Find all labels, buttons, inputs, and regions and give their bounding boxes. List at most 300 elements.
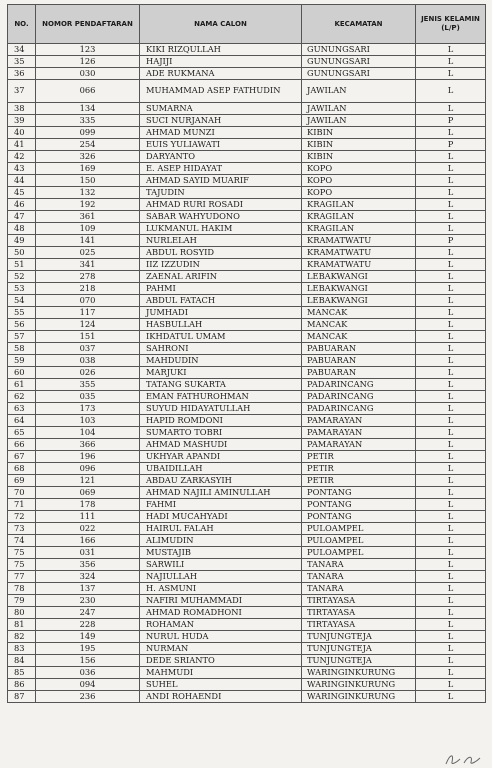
- row-number-cell: 75: [8, 547, 36, 559]
- registration-number-cell: 036: [36, 667, 140, 679]
- table-row: [8, 367, 486, 379]
- gender-cell: L: [416, 475, 486, 487]
- candidate-name-cell: H. ASMUNI: [140, 583, 302, 595]
- row-number-cell: 77: [8, 571, 36, 583]
- table-row: [8, 247, 486, 259]
- gender-cell: L: [416, 331, 486, 343]
- district-cell: MANCAK: [302, 319, 416, 331]
- candidate-name-cell: MARJUKI: [140, 367, 302, 379]
- district-cell: PONTANG: [302, 499, 416, 511]
- table-row: [8, 679, 486, 691]
- row-number-cell: 43: [8, 163, 36, 175]
- gender-cell: L: [416, 667, 486, 679]
- candidate-name-cell: NURMAN: [140, 643, 302, 655]
- table-body: [8, 44, 486, 703]
- district-cell: TUNJUNGTEJA: [302, 655, 416, 667]
- gender-cell: L: [416, 511, 486, 523]
- candidate-name-cell: AHMAD MUNZI: [140, 127, 302, 139]
- table-row: [8, 379, 486, 391]
- registration-number-cell: 141: [36, 235, 140, 247]
- registration-number-cell: 025: [36, 247, 140, 259]
- registration-number-cell: 069: [36, 487, 140, 499]
- registration-number-cell: 109: [36, 223, 140, 235]
- row-number-cell: 50: [8, 247, 36, 259]
- district-cell: KOPO: [302, 175, 416, 187]
- registration-number-cell: 228: [36, 619, 140, 631]
- district-cell: TIRTAYASA: [302, 595, 416, 607]
- candidate-name-cell: SUHEL: [140, 679, 302, 691]
- table-row: [8, 331, 486, 343]
- row-number-cell: 71: [8, 499, 36, 511]
- district-cell: LEBAKWANGI: [302, 295, 416, 307]
- gender-cell: L: [416, 187, 486, 199]
- district-cell: PADARINCANG: [302, 379, 416, 391]
- district-cell: PULOAMPEL: [302, 535, 416, 547]
- district-cell: MANCAK: [302, 331, 416, 343]
- registration-number-cell: 178: [36, 499, 140, 511]
- candidate-name-cell: SARWILI: [140, 559, 302, 571]
- candidate-name-cell: HASBULLAH: [140, 319, 302, 331]
- registration-number-cell: 218: [36, 283, 140, 295]
- candidate-table: [7, 4, 486, 703]
- gender-cell: L: [416, 619, 486, 631]
- candidate-name-cell: EMAN FATHUROHMAN: [140, 391, 302, 403]
- gender-cell: L: [416, 427, 486, 439]
- registration-number-cell: 361: [36, 211, 140, 223]
- candidate-name-cell: ABDUL FATACH: [140, 295, 302, 307]
- registration-number-cell: 195: [36, 643, 140, 655]
- candidate-name-cell: ABDAU ZARKASYIH: [140, 475, 302, 487]
- header-registration-number: NOMOR PENDAFTARAN: [36, 5, 140, 44]
- gender-cell: L: [416, 607, 486, 619]
- table-row: [8, 559, 486, 571]
- header-candidate-name: NAMA CALON: [140, 5, 302, 44]
- district-cell: TANARA: [302, 559, 416, 571]
- row-number-cell: 35: [8, 56, 36, 68]
- gender-cell: L: [416, 355, 486, 367]
- table-row: [8, 631, 486, 643]
- row-number-cell: 54: [8, 295, 36, 307]
- registration-number-cell: 126: [36, 56, 140, 68]
- district-cell: GUNUNGSARI: [302, 44, 416, 56]
- registration-number-cell: 123: [36, 44, 140, 56]
- row-number-cell: 52: [8, 271, 36, 283]
- district-cell: PETIR: [302, 451, 416, 463]
- candidate-name-cell: SAHRONI: [140, 343, 302, 355]
- gender-cell: L: [416, 559, 486, 571]
- candidate-name-cell: SUCI NURJANAH: [140, 115, 302, 127]
- table-row: [8, 139, 486, 151]
- table-row: [8, 355, 486, 367]
- table-header-row: [8, 5, 486, 44]
- registration-number-cell: 117: [36, 307, 140, 319]
- table-row: [8, 56, 486, 68]
- registration-number-cell: 096: [36, 463, 140, 475]
- gender-cell: L: [416, 439, 486, 451]
- gender-cell: L: [416, 631, 486, 643]
- candidate-name-cell: HAIRUL FALAH: [140, 523, 302, 535]
- gender-cell: L: [416, 175, 486, 187]
- row-number-cell: 45: [8, 187, 36, 199]
- district-cell: WARINGINKURUNG: [302, 667, 416, 679]
- registration-number-cell: 022: [36, 523, 140, 535]
- candidate-name-cell: DEDE SRIANTO: [140, 655, 302, 667]
- row-number-cell: 61: [8, 379, 36, 391]
- candidate-name-cell: NAJIULLAH: [140, 571, 302, 583]
- district-cell: JAWILAN: [302, 115, 416, 127]
- table-row: [8, 44, 486, 56]
- row-number-cell: 81: [8, 619, 36, 631]
- row-number-cell: 44: [8, 175, 36, 187]
- district-cell: PABUARAN: [302, 355, 416, 367]
- gender-cell: L: [416, 403, 486, 415]
- table-row: [8, 403, 486, 415]
- row-number-cell: 74: [8, 535, 36, 547]
- row-number-cell: 57: [8, 331, 36, 343]
- table-row: [8, 211, 486, 223]
- candidate-name-cell: NURLELAH: [140, 235, 302, 247]
- table-row: [8, 487, 486, 499]
- gender-cell: L: [416, 535, 486, 547]
- registration-number-cell: 341: [36, 259, 140, 271]
- gender-cell: L: [416, 151, 486, 163]
- table-row: [8, 499, 486, 511]
- row-number-cell: 62: [8, 391, 36, 403]
- table-row: [8, 475, 486, 487]
- row-number-cell: 86: [8, 679, 36, 691]
- table-row: [8, 607, 486, 619]
- district-cell: KRAGILAN: [302, 199, 416, 211]
- gender-cell: L: [416, 343, 486, 355]
- district-cell: PAMARAYAN: [302, 439, 416, 451]
- table-row: [8, 151, 486, 163]
- registration-number-cell: 026: [36, 367, 140, 379]
- registration-number-cell: 196: [36, 451, 140, 463]
- gender-cell: L: [416, 68, 486, 80]
- district-cell: PAMARAYAN: [302, 427, 416, 439]
- registration-number-cell: 150: [36, 175, 140, 187]
- registration-number-cell: 099: [36, 127, 140, 139]
- candidate-name-cell: NAFIRI MUHAMMADI: [140, 595, 302, 607]
- registration-number-cell: 035: [36, 391, 140, 403]
- gender-cell: L: [416, 319, 486, 331]
- registration-number-cell: 324: [36, 571, 140, 583]
- candidate-name-cell: AHMAD SAYID MUARIF: [140, 175, 302, 187]
- candidate-name-cell: UKHYAR APANDI: [140, 451, 302, 463]
- row-number-cell: 64: [8, 415, 36, 427]
- table-row: [8, 283, 486, 295]
- district-cell: PADARINCANG: [302, 403, 416, 415]
- district-cell: JAWILAN: [302, 103, 416, 115]
- candidate-name-cell: E. ASEP HIDAYAT: [140, 163, 302, 175]
- table-row: [8, 343, 486, 355]
- district-cell: KIBIN: [302, 139, 416, 151]
- candidate-name-cell: NURUL HUDA: [140, 631, 302, 643]
- table-row: [8, 583, 486, 595]
- district-cell: KRAMATWATU: [302, 247, 416, 259]
- table-row: [8, 415, 486, 427]
- candidate-name-cell: JUMHADI: [140, 307, 302, 319]
- table-row: [8, 187, 486, 199]
- district-cell: JAWILAN: [302, 80, 416, 103]
- candidate-name-cell: FAHMI: [140, 499, 302, 511]
- gender-cell: L: [416, 691, 486, 703]
- registration-number-cell: 104: [36, 427, 140, 439]
- table-row: [8, 595, 486, 607]
- district-cell: TIRTAYASA: [302, 619, 416, 631]
- row-number-cell: 49: [8, 235, 36, 247]
- registration-number-cell: 121: [36, 475, 140, 487]
- registration-number-cell: 031: [36, 547, 140, 559]
- district-cell: KRAMATWATU: [302, 235, 416, 247]
- candidate-name-cell: LUKMANUL HAKIM: [140, 223, 302, 235]
- registration-number-cell: 070: [36, 295, 140, 307]
- row-number-cell: 66: [8, 439, 36, 451]
- district-cell: MANCAK: [302, 307, 416, 319]
- gender-cell: L: [416, 259, 486, 271]
- row-number-cell: 72: [8, 511, 36, 523]
- district-cell: GUNUNGSARI: [302, 56, 416, 68]
- gender-cell: L: [416, 211, 486, 223]
- candidate-name-cell: AHMAD ROMADHONI: [140, 607, 302, 619]
- gender-cell: L: [416, 247, 486, 259]
- gender-cell: L: [416, 643, 486, 655]
- table-row: [8, 295, 486, 307]
- row-number-cell: 39: [8, 115, 36, 127]
- registration-number-cell: 111: [36, 511, 140, 523]
- candidate-name-cell: ALIMUDIN: [140, 535, 302, 547]
- gender-cell: P: [416, 235, 486, 247]
- header-district: KECAMATAN: [302, 5, 416, 44]
- table-row: [8, 571, 486, 583]
- table-row: [8, 115, 486, 127]
- row-number-cell: 85: [8, 667, 36, 679]
- candidate-name-cell: KIKI RIZQULLAH: [140, 44, 302, 56]
- candidate-name-cell: IKHDATUL UMAM: [140, 331, 302, 343]
- registration-number-cell: 137: [36, 583, 140, 595]
- candidate-name-cell: DARYANTO: [140, 151, 302, 163]
- row-number-cell: 37: [8, 80, 36, 103]
- handwritten-paraf-icon: [440, 750, 484, 766]
- district-cell: KRAGILAN: [302, 223, 416, 235]
- gender-cell: L: [416, 595, 486, 607]
- table-row: [8, 439, 486, 451]
- row-number-cell: 87: [8, 691, 36, 703]
- registration-number-cell: 254: [36, 139, 140, 151]
- candidate-name-cell: AHMAD RURI ROSADI: [140, 199, 302, 211]
- row-number-cell: 53: [8, 283, 36, 295]
- registration-number-cell: 149: [36, 631, 140, 643]
- row-number-cell: 83: [8, 643, 36, 655]
- row-number-cell: 34: [8, 44, 36, 56]
- gender-cell: P: [416, 139, 486, 151]
- registration-number-cell: 030: [36, 68, 140, 80]
- gender-cell: L: [416, 547, 486, 559]
- candidate-name-cell: IIZ IZZUDIN: [140, 259, 302, 271]
- registration-number-cell: 173: [36, 403, 140, 415]
- gender-cell: L: [416, 583, 486, 595]
- gender-cell: L: [416, 655, 486, 667]
- gender-cell: L: [416, 391, 486, 403]
- district-cell: KRAMATWATU: [302, 259, 416, 271]
- candidate-name-cell: TAJUDIN: [140, 187, 302, 199]
- gender-cell: L: [416, 571, 486, 583]
- row-number-cell: 68: [8, 463, 36, 475]
- table-row: [8, 691, 486, 703]
- row-number-cell: 80: [8, 607, 36, 619]
- row-number-cell: 46: [8, 199, 36, 211]
- table-row: [8, 535, 486, 547]
- registration-number-cell: 124: [36, 319, 140, 331]
- registration-number-cell: 356: [36, 559, 140, 571]
- registration-number-cell: 247: [36, 607, 140, 619]
- table-row: [8, 223, 486, 235]
- district-cell: TIRTAYASA: [302, 607, 416, 619]
- registration-number-cell: 355: [36, 379, 140, 391]
- district-cell: LEBAKWANGI: [302, 283, 416, 295]
- district-cell: PULOAMPEL: [302, 547, 416, 559]
- district-cell: WARINGINKURUNG: [302, 679, 416, 691]
- table-row: [8, 271, 486, 283]
- gender-cell: L: [416, 44, 486, 56]
- candidate-name-cell: ZAENAL ARIFIN: [140, 271, 302, 283]
- row-number-cell: 70: [8, 487, 36, 499]
- table-row: [8, 427, 486, 439]
- registration-number-cell: 103: [36, 415, 140, 427]
- registration-number-cell: 236: [36, 691, 140, 703]
- gender-cell: L: [416, 451, 486, 463]
- district-cell: TUNJUNGTEJA: [302, 643, 416, 655]
- registration-number-cell: 038: [36, 355, 140, 367]
- row-number-cell: 78: [8, 583, 36, 595]
- district-cell: PETIR: [302, 475, 416, 487]
- district-cell: GUNUNGSARI: [302, 68, 416, 80]
- candidate-name-cell: SABAR WAHYUDONO: [140, 211, 302, 223]
- district-cell: KIBIN: [302, 151, 416, 163]
- table-row: [8, 319, 486, 331]
- gender-cell: L: [416, 80, 486, 103]
- row-number-cell: 79: [8, 595, 36, 607]
- gender-cell: L: [416, 415, 486, 427]
- table-row: [8, 80, 486, 103]
- registration-number-cell: 326: [36, 151, 140, 163]
- candidate-name-cell: ANDI ROHAENDI: [140, 691, 302, 703]
- candidate-name-cell: HAJIJI: [140, 56, 302, 68]
- candidate-name-cell: MUHAMMAD ASEP FATHUDIN: [140, 80, 302, 103]
- gender-cell: L: [416, 379, 486, 391]
- candidate-name-cell: TATANG SUKARTA: [140, 379, 302, 391]
- candidate-name-cell: MAHMUDI: [140, 667, 302, 679]
- row-number-cell: 48: [8, 223, 36, 235]
- district-cell: WARINGINKURUNG: [302, 691, 416, 703]
- table-row: [8, 643, 486, 655]
- row-number-cell: 40: [8, 127, 36, 139]
- registration-number-cell: 151: [36, 331, 140, 343]
- gender-cell: P: [416, 115, 486, 127]
- table-row: [8, 199, 486, 211]
- row-number-cell: 69: [8, 475, 36, 487]
- candidate-name-cell: SUYUD HIDAYATULLAH: [140, 403, 302, 415]
- header-gender: JENIS KELAMIN (L/P): [416, 5, 486, 44]
- district-cell: KIBIN: [302, 127, 416, 139]
- registration-number-cell: 037: [36, 343, 140, 355]
- row-number-cell: 42: [8, 151, 36, 163]
- table-row: [8, 235, 486, 247]
- gender-cell: L: [416, 523, 486, 535]
- row-number-cell: 82: [8, 631, 36, 643]
- candidate-name-cell: ABDUL ROSYID: [140, 247, 302, 259]
- district-cell: PAMARAYAN: [302, 415, 416, 427]
- candidate-name-cell: PAHMI: [140, 283, 302, 295]
- registration-number-cell: 166: [36, 535, 140, 547]
- table-row: [8, 463, 486, 475]
- candidate-name-cell: HAPID ROMDONI: [140, 415, 302, 427]
- gender-cell: L: [416, 487, 486, 499]
- row-number-cell: 63: [8, 403, 36, 415]
- district-cell: PETIR: [302, 463, 416, 475]
- gender-cell: L: [416, 367, 486, 379]
- table-row: [8, 68, 486, 80]
- row-number-cell: 60: [8, 367, 36, 379]
- row-number-cell: 56: [8, 319, 36, 331]
- row-number-cell: 55: [8, 307, 36, 319]
- registration-number-cell: 192: [36, 199, 140, 211]
- row-number-cell: 58: [8, 343, 36, 355]
- candidate-name-cell: EUIS YULIAWATI: [140, 139, 302, 151]
- gender-cell: L: [416, 295, 486, 307]
- table-row: [8, 103, 486, 115]
- candidate-name-cell: UBAIDILLAH: [140, 463, 302, 475]
- district-cell: PONTANG: [302, 511, 416, 523]
- district-cell: PULOAMPEL: [302, 523, 416, 535]
- candidate-name-cell: SUMARNA: [140, 103, 302, 115]
- district-cell: TANARA: [302, 583, 416, 595]
- district-cell: LEBAKWANGI: [302, 271, 416, 283]
- registration-number-cell: 132: [36, 187, 140, 199]
- table-row: [8, 667, 486, 679]
- candidate-name-cell: AHMAD MASHUDI: [140, 439, 302, 451]
- gender-cell: L: [416, 463, 486, 475]
- table-row: [8, 619, 486, 631]
- gender-cell: L: [416, 307, 486, 319]
- candidate-table-sheet: [7, 4, 485, 703]
- district-cell: PABUARAN: [302, 367, 416, 379]
- table-row: [8, 163, 486, 175]
- district-cell: PADARINCANG: [302, 391, 416, 403]
- district-cell: PABUARAN: [302, 343, 416, 355]
- district-cell: KOPO: [302, 187, 416, 199]
- registration-number-cell: 230: [36, 595, 140, 607]
- registration-number-cell: 094: [36, 679, 140, 691]
- table-row: [8, 511, 486, 523]
- header-no: NO.: [8, 5, 36, 44]
- gender-cell: L: [416, 679, 486, 691]
- district-cell: PONTANG: [302, 487, 416, 499]
- district-cell: TANARA: [302, 571, 416, 583]
- table-row: [8, 127, 486, 139]
- row-number-cell: 73: [8, 523, 36, 535]
- gender-cell: L: [416, 271, 486, 283]
- registration-number-cell: 366: [36, 439, 140, 451]
- registration-number-cell: 335: [36, 115, 140, 127]
- gender-cell: L: [416, 499, 486, 511]
- candidate-name-cell: MUSTAJIB: [140, 547, 302, 559]
- table-row: [8, 175, 486, 187]
- candidate-name-cell: SUMARTO TOBRI: [140, 427, 302, 439]
- row-number-cell: 75: [8, 559, 36, 571]
- table-row: [8, 523, 486, 535]
- district-cell: TUNJUNGTEJA: [302, 631, 416, 643]
